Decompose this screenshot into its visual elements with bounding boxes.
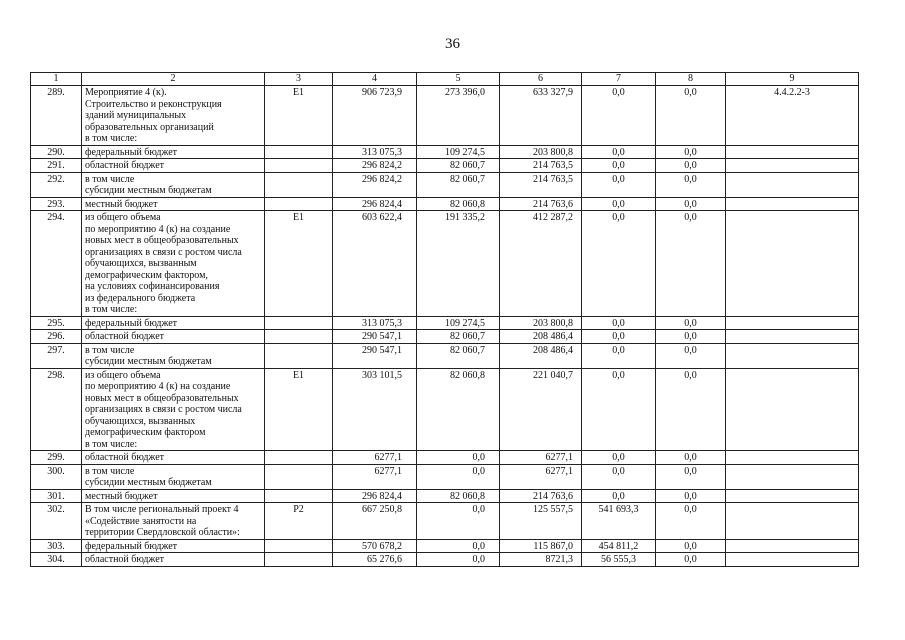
row-number-cell: 301.: [31, 489, 82, 503]
table-row: [31, 451, 859, 465]
row-name-cell: [82, 197, 265, 211]
total-cell: 290 547,1: [333, 330, 417, 344]
row-name-cell: [82, 343, 265, 368]
row-name-cell: [82, 451, 265, 465]
row-name-line: новых мест в общеобразовательных: [85, 392, 239, 404]
row-name-line: обучающихся, вызванных: [85, 415, 196, 427]
row-name-line: организациях в связи с ростом числа: [85, 404, 242, 415]
row-number-cell: 297.: [31, 343, 82, 368]
row-number-cell: 303.: [31, 539, 82, 553]
code-cell: [265, 464, 333, 489]
row-name-line: областной бюджет: [85, 331, 165, 342]
year-value-cell: 0,0: [582, 211, 656, 317]
row-name-line: Строительство и реконструкция: [85, 98, 222, 110]
col-header: 8: [656, 73, 726, 86]
row-name-line: субсидии местным бюджетам: [85, 185, 212, 196]
target-ref-cell: [726, 316, 859, 330]
target-ref-cell: [726, 464, 859, 489]
code-cell: [265, 489, 333, 503]
year-value-cell: 115 867,0: [500, 539, 582, 553]
col-header: 3: [265, 73, 333, 86]
code-cell: P2: [265, 503, 333, 540]
table-row: [31, 343, 859, 368]
code-cell: E1: [265, 86, 333, 146]
total-cell: 296 824,4: [333, 489, 417, 503]
col-header: 4: [333, 73, 417, 86]
year-value-cell: 0,0: [582, 197, 656, 211]
code-cell: [265, 316, 333, 330]
table-row: [31, 197, 859, 211]
row-number-cell: 302.: [31, 503, 82, 540]
year-value-cell: 82 060,7: [417, 159, 500, 173]
row-name-line: в том числе:: [85, 438, 138, 450]
code-cell: [265, 451, 333, 465]
code-cell: [265, 330, 333, 344]
row-number-cell: 298.: [31, 368, 82, 451]
col-header: 6: [500, 73, 582, 86]
year-value-cell: 109 274,5: [417, 145, 500, 159]
year-value-cell: 273 396,0: [417, 86, 500, 146]
total-cell: 570 678,2: [333, 539, 417, 553]
target-ref-cell: [726, 503, 859, 540]
year-value-cell: 0,0: [656, 539, 726, 553]
year-value-cell: 203 800,8: [500, 316, 582, 330]
year-value-cell: 0,0: [582, 316, 656, 330]
row-number-cell: 289.: [31, 86, 82, 146]
code-cell: [265, 553, 333, 567]
row-name-line: обучающихся, вызванным: [85, 258, 197, 269]
code-cell: [265, 159, 333, 173]
target-ref-cell: [726, 145, 859, 159]
total-cell: 603 622,4: [333, 211, 417, 317]
row-name-line: местный бюджет: [85, 490, 158, 502]
year-value-cell: 208 486,4: [500, 343, 582, 368]
year-value-cell: 0,0: [656, 503, 726, 540]
year-value-cell: 412 287,2: [500, 211, 582, 317]
target-ref-cell: 4.4.2.2-3: [726, 86, 859, 146]
target-ref-cell: [726, 553, 859, 567]
row-name-line: в том числе:: [85, 304, 138, 315]
year-value-cell: 82 060,8: [417, 489, 500, 503]
year-value-cell: 0,0: [656, 159, 726, 173]
year-value-cell: 0,0: [417, 539, 500, 553]
row-name-cell: [82, 211, 265, 317]
year-value-cell: 109 274,5: [417, 316, 500, 330]
row-name-cell: [82, 330, 265, 344]
target-ref-cell: [726, 343, 859, 368]
year-value-cell: 541 693,3: [582, 503, 656, 540]
row-name-cell: [82, 86, 265, 146]
row-name-cell: [82, 539, 265, 553]
year-value-cell: 0,0: [656, 86, 726, 146]
row-name-line: образовательных организаций: [85, 121, 214, 133]
table-row: [31, 172, 859, 197]
row-name-line: на условиях софинансирования: [85, 281, 220, 292]
year-value-cell: 0,0: [656, 316, 726, 330]
year-value-cell: 214 763,5: [500, 159, 582, 173]
row-number-cell: 304.: [31, 553, 82, 567]
total-cell: 906 723,9: [333, 86, 417, 146]
page-number: 36: [445, 36, 460, 52]
target-ref-cell: [726, 368, 859, 451]
target-ref-cell: [726, 451, 859, 465]
total-cell: 303 101,5: [333, 368, 417, 451]
code-cell: [265, 343, 333, 368]
row-name-line: федеральный бюджет: [85, 540, 178, 552]
row-name-cell: [82, 172, 265, 197]
year-value-cell: 0,0: [582, 464, 656, 489]
year-value-cell: 82 060,7: [417, 330, 500, 344]
row-name-line: из общего объема: [85, 212, 161, 223]
target-ref-cell: [726, 172, 859, 197]
row-name-line: по мероприятию 4 (к) на создание: [85, 223, 231, 235]
target-ref-cell: [726, 197, 859, 211]
target-ref-cell: [726, 159, 859, 173]
total-cell: 65 276,6: [333, 553, 417, 567]
table-row: [31, 86, 859, 146]
table-row: [31, 145, 859, 159]
table-row: [31, 553, 859, 567]
row-number-cell: 292.: [31, 172, 82, 197]
row-number-cell: 291.: [31, 159, 82, 173]
year-value-cell: 203 800,8: [500, 145, 582, 159]
row-name-line: субсидии местным бюджетам: [85, 477, 212, 488]
year-value-cell: 0,0: [582, 343, 656, 368]
year-value-cell: 214 763,5: [500, 172, 582, 197]
row-name-line: зданий муниципальных: [85, 110, 187, 121]
row-name-line: Мероприятие 4 (к).: [85, 87, 167, 98]
table-row: [31, 159, 859, 173]
row-name-cell: [82, 145, 265, 159]
row-name-line: в том числе: [85, 173, 135, 185]
year-value-cell: 82 060,7: [417, 172, 500, 197]
row-name-cell: [82, 553, 265, 567]
row-name-line: демографическим фактором: [85, 427, 206, 438]
year-value-cell: 0,0: [656, 343, 726, 368]
table-row: [31, 464, 859, 489]
header-row: [31, 73, 859, 86]
target-ref-cell: [726, 330, 859, 344]
year-value-cell: 191 335,2: [417, 211, 500, 317]
year-value-cell: 6277,1: [500, 464, 582, 489]
year-value-cell: 0,0: [582, 145, 656, 159]
row-name-line: «Содействие занятости на: [85, 515, 197, 527]
row-name-cell: [82, 464, 265, 489]
year-value-cell: 56 555,3: [582, 553, 656, 567]
row-name-cell: [82, 316, 265, 330]
total-cell: 6277,1: [333, 464, 417, 489]
table-row: [31, 316, 859, 330]
code-cell: E1: [265, 368, 333, 451]
row-name-line: новых мест в общеобразовательных: [85, 235, 239, 246]
year-value-cell: 0,0: [582, 330, 656, 344]
col-header: 1: [31, 73, 82, 86]
year-value-cell: 125 557,5: [500, 503, 582, 540]
year-value-cell: 0,0: [656, 451, 726, 465]
row-number-cell: 294.: [31, 211, 82, 317]
row-number-cell: 300.: [31, 464, 82, 489]
row-name-line: в том числе:: [85, 133, 138, 144]
table-row: [31, 539, 859, 553]
code-cell: [265, 145, 333, 159]
year-value-cell: 0,0: [656, 211, 726, 317]
row-number-cell: 290.: [31, 145, 82, 159]
table-row: [31, 330, 859, 344]
year-value-cell: 82 060,8: [417, 368, 500, 451]
total-cell: 296 824,4: [333, 197, 417, 211]
row-name-line: демографическим фактором,: [85, 269, 208, 281]
year-value-cell: 0,0: [656, 145, 726, 159]
row-name-line: организациях в связи с ростом числа: [85, 246, 242, 258]
year-value-cell: 0,0: [656, 489, 726, 503]
target-ref-cell: [726, 539, 859, 553]
row-name-line: из федерального бюджета: [85, 292, 196, 304]
year-value-cell: 0,0: [582, 159, 656, 173]
row-number-cell: 293.: [31, 197, 82, 211]
row-name-line: федеральный бюджет: [85, 146, 178, 158]
row-name-line: по мероприятию 4 (к) на создание: [85, 381, 231, 392]
row-name-line: В том числе региональный проект 4: [85, 504, 239, 515]
table-row: [31, 489, 859, 503]
row-name-cell: [82, 503, 265, 540]
row-name-line: областной бюджет: [85, 452, 165, 463]
table-row: [31, 503, 859, 540]
total-cell: 296 824,2: [333, 172, 417, 197]
row-name-line: областной бюджет: [85, 554, 165, 565]
year-value-cell: 214 763,6: [500, 489, 582, 503]
row-name-line: федеральный бюджет: [85, 317, 178, 329]
row-name-line: в том числе: [85, 344, 135, 356]
year-value-cell: 0,0: [582, 489, 656, 503]
row-name-cell: [82, 368, 265, 451]
total-cell: 6277,1: [333, 451, 417, 465]
year-value-cell: 8721,3: [500, 553, 582, 567]
year-value-cell: 0,0: [417, 553, 500, 567]
col-header: 7: [582, 73, 656, 86]
total-cell: 290 547,1: [333, 343, 417, 368]
year-value-cell: 82 060,7: [417, 343, 500, 368]
year-value-cell: 82 060,8: [417, 197, 500, 211]
row-name-line: из общего объема: [85, 369, 161, 381]
row-name-cell: [82, 159, 265, 173]
table-row: [31, 368, 859, 451]
year-value-cell: 0,0: [656, 553, 726, 567]
row-number-cell: 295.: [31, 316, 82, 330]
year-value-cell: 6277,1: [500, 451, 582, 465]
target-ref-cell: [726, 489, 859, 503]
year-value-cell: 0,0: [417, 464, 500, 489]
row-name-cell: [82, 489, 265, 503]
code-cell: E1: [265, 211, 333, 317]
year-value-cell: 633 327,9: [500, 86, 582, 146]
code-cell: [265, 539, 333, 553]
year-value-cell: 0,0: [656, 172, 726, 197]
row-number-cell: 296.: [31, 330, 82, 344]
year-value-cell: 221 040,7: [500, 368, 582, 451]
total-cell: 667 250,8: [333, 503, 417, 540]
year-value-cell: 0,0: [582, 172, 656, 197]
total-cell: 313 075,3: [333, 316, 417, 330]
col-header: 9: [726, 73, 859, 86]
year-value-cell: 0,0: [582, 368, 656, 451]
year-value-cell: 208 486,4: [500, 330, 582, 344]
year-value-cell: 0,0: [582, 451, 656, 465]
row-name-line: территории Свердловской области»:: [85, 527, 240, 538]
year-value-cell: 0,0: [417, 503, 500, 540]
code-cell: [265, 197, 333, 211]
row-name-line: областной бюджет: [85, 160, 165, 171]
target-ref-cell: [726, 211, 859, 317]
table-row: [31, 211, 859, 317]
row-number-cell: 299.: [31, 451, 82, 465]
col-header: 2: [82, 73, 265, 86]
row-name-line: субсидии местным бюджетам: [85, 356, 212, 367]
row-name-line: в том числе: [85, 465, 135, 477]
total-cell: 313 075,3: [333, 145, 417, 159]
year-value-cell: 0,0: [417, 451, 500, 465]
year-value-cell: 0,0: [582, 86, 656, 146]
row-name-line: местный бюджет: [85, 198, 158, 210]
year-value-cell: 0,0: [656, 197, 726, 211]
year-value-cell: 0,0: [656, 464, 726, 489]
year-value-cell: 0,0: [656, 330, 726, 344]
year-value-cell: 0,0: [656, 368, 726, 451]
year-value-cell: 454 811,2: [582, 539, 656, 553]
budget-table: [30, 72, 859, 567]
year-value-cell: 214 763,6: [500, 197, 582, 211]
col-header: 5: [417, 73, 500, 86]
total-cell: 296 824,2: [333, 159, 417, 173]
code-cell: [265, 172, 333, 197]
